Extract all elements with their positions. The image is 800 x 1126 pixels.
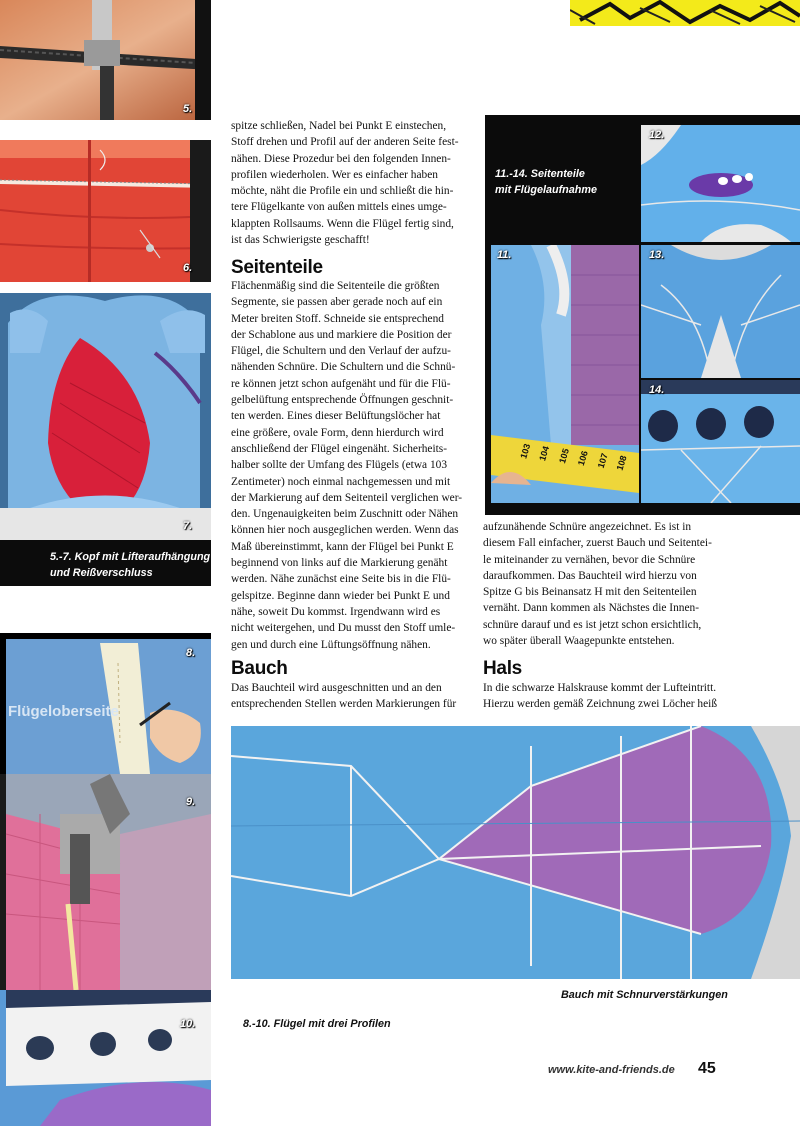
photo-number: 10. (180, 1018, 196, 1030)
tape-label: 107 (595, 451, 610, 470)
photo-number: 13. (649, 249, 665, 261)
caption-head: 5.-7. Kopf mit Lifteraufhängung und Reißverschluss (50, 551, 211, 579)
photo-9-sewing-wing (0, 774, 211, 990)
tape-label: 105 (556, 447, 571, 465)
tape-label: 106 (576, 449, 591, 467)
heading-hals: Hals (483, 658, 522, 679)
photo-10-wing-holes (0, 990, 211, 1126)
photo-number: 7. (183, 520, 193, 532)
header-decoration (570, 0, 800, 26)
heading-seitenteile: Seitenteile (231, 257, 323, 278)
side-panel-photo-block (485, 115, 800, 515)
photo-12-oval-hole (641, 125, 800, 242)
photo-number: 6. (183, 262, 193, 274)
article-intro: spitze schließen, Nadel bei Punkt E einstechen, Stoff drehen und Profil auf der anderen Seite fest- nähen. Diese Prozedur bei den folgenden Innen- profilen wiederholen. Wer es einfacher haben möchte, näht die Profile ein und schließt die hin- tere Flügelkante von außen mittels eines umge- klappten Rollsaums. Wenn die Flügel fertig sind, ist das Schwierigste geschafft! (231, 120, 459, 247)
footer-url: www.kite-and-friends.de (548, 1064, 675, 1076)
photo-14-vent-holes (641, 380, 800, 503)
photo-text-fluegeloberseite: Flügeloberseite (8, 703, 119, 720)
caption-wing: 8.-10. Flügel mit drei Profilen (243, 1018, 391, 1030)
photo-5-sewing-machine (0, 0, 211, 120)
page-number: 45 (698, 1060, 716, 1077)
article-hals: In die schwarze Halskrause kommt der Lufteintritt. Hierzu werden gemäß Zeichnung zwei Löcher heiß (483, 682, 718, 711)
photo-number: 9. (186, 796, 196, 808)
photo-13-side-seams (641, 245, 800, 378)
photo-7-kite-head (0, 293, 211, 540)
photo-number: 11. (497, 249, 512, 261)
caption-box-head (0, 540, 211, 586)
photo-number: 14. (649, 384, 665, 396)
article-seitenteile: Flächenmäßig sind die Seitenteile die größten Segmente, sie passen aber gerade noch auf ein Meter breiten Stoff. Schneide sie entsprechend der Schablone aus und markiere die Position der Flügel, die Schultern und den Verlauf der aufzu- nähenden Schnüre. Die Schultern und die Schnü- re können jetzt schon aufgenäht und für die Flü- gelbelüftung entsprechende Öffnungen geschnit- ten werden. Eines dieser Belüftungslöcher hat eine größere, ovale Form, denn hierdurch wird anschließend der Flügel eingenäht. Sicherheits- halber sollte der Umfang des Flügels (etwa 103 Zentimeter) noch einmal nachgemessen und mit der Markierung auf dem Seitenteil verglichen wer- den. Ungenauigkeiten beim Zuschnitt oder Nähen können hier noch ausgeglichen werden. Wenn das Maß übereinstimmt, kann der Flügel bei Punkt E beginnend von links auf die Markierung genäht werden. Nähe zunächst eine Seite bis in die Flü- gelspitze. Beginne dann wieder bei Punkt E und nähe, soweit Du kommst. Irgendwann wird es nicht weitergehen, und Du musst den Stoff umle- gen und durch eine Lüftungsöffnung nähen. (231, 280, 463, 651)
photo-8-wing-marking (0, 633, 211, 774)
caption-belly: Bauch mit Schnurverstärkungen (561, 989, 728, 1001)
tape-label: 108 (614, 454, 629, 472)
photo-6-zipper (0, 140, 211, 282)
caption-side: 11.-14. Seitenteile mit Flügelaufnahme (495, 168, 597, 196)
tape-label: 104 (537, 444, 552, 463)
tape-label: 103 (518, 442, 533, 460)
photo-number: 8. (186, 647, 196, 659)
photo-number: 12. (649, 129, 665, 141)
article-right-column: aufzunähende Schnüre angezeichnet. Es ist in diesem Fall einfacher, zuerst Bauch und Seitentei- le miteinander zu vernähen, bevor die Schnüre daraufkommen. Das Bauchteil wird hierzu von Spitze G bis Beinansatz H mit den Seitenteilen vernäht. Dann kommen als Nächstes die Innen- schnüre darauf und es ist jetzt schon ersichtlich, wo später überall Waagepunkte entstehen. (483, 521, 712, 648)
photo-number: 5. (183, 103, 193, 115)
photo-11-tape-measure (491, 245, 639, 503)
photo-belly-cords (231, 726, 800, 979)
article-bauch: Das Bauchteil wird ausgeschnitten und an den entsprechenden Stellen werden Markierungen für (231, 682, 457, 711)
heading-bauch: Bauch (231, 658, 288, 679)
